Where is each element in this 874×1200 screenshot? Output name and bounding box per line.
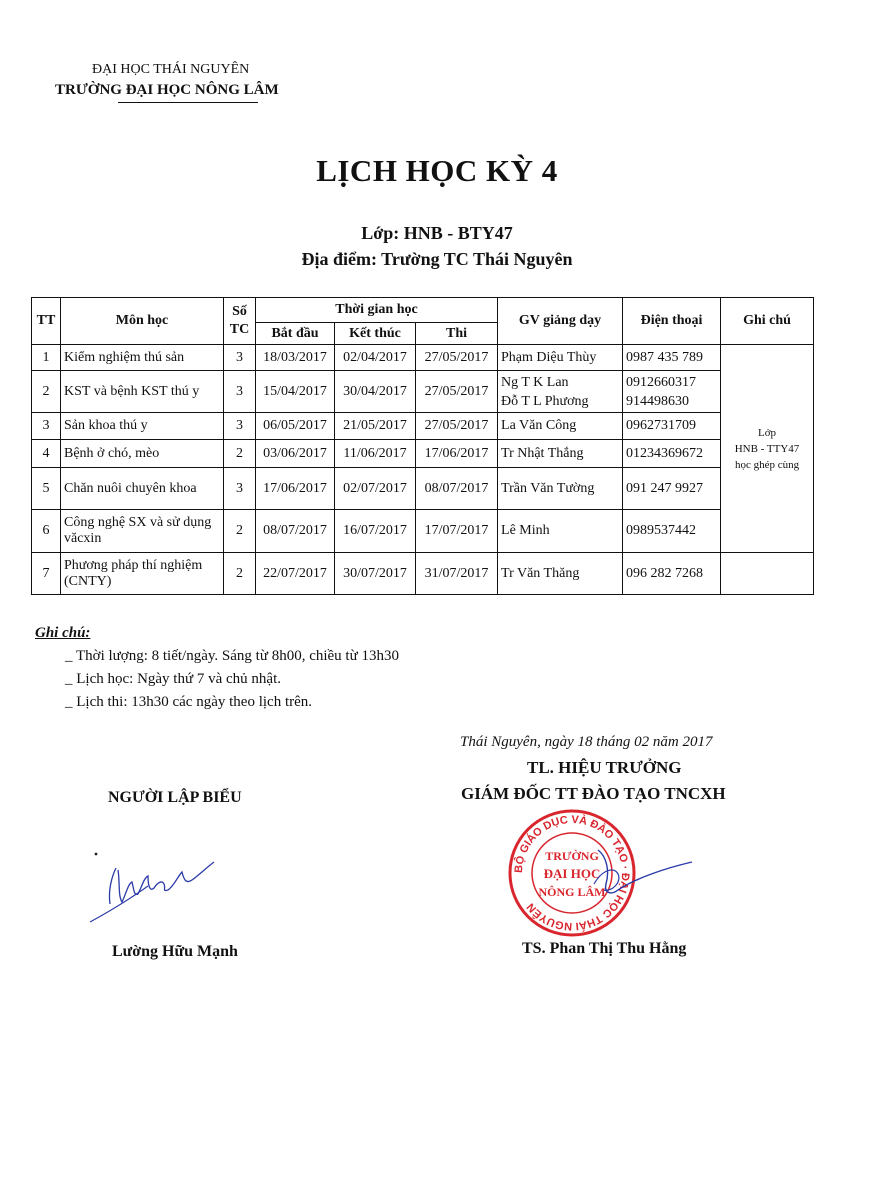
- cell-subject: Bệnh ở chó, mèo: [61, 440, 224, 468]
- cell-start: 06/05/2017: [256, 413, 335, 440]
- cell-teacher: La Văn Công: [498, 413, 623, 440]
- schedule-table: [31, 297, 814, 595]
- header-subject: Môn học: [61, 298, 224, 345]
- cell-tt: 1: [32, 345, 61, 371]
- cell-credits: 3: [224, 371, 256, 413]
- cell-exam: 27/05/2017: [416, 413, 498, 440]
- cell-credits: 2: [224, 553, 256, 595]
- note-line-3: học ghép cùng: [734, 458, 800, 471]
- header-teacher: GV giảng dạy: [498, 298, 623, 345]
- cell-end: 02/04/2017: [335, 345, 416, 371]
- header-tt: TT: [32, 298, 61, 345]
- note-line-1: Lớp: [757, 426, 777, 439]
- seal-center-line-2: ĐẠI HỌC: [543, 866, 601, 881]
- header-exam: Thi: [416, 323, 498, 345]
- preparer-title: NGƯỜI LẬP BIỂU: [108, 789, 242, 806]
- preparer-signature: [82, 846, 222, 926]
- phone-line-2: 914498630: [626, 393, 690, 409]
- table-row: [32, 413, 814, 440]
- note-line-2: HNB - TTY47: [734, 442, 800, 455]
- cell-exam: 17/06/2017: [416, 440, 498, 468]
- cell-phone: 091 247 9927: [623, 468, 721, 510]
- table-row: [32, 510, 814, 553]
- preparer-name: Lường Hữu Mạnh: [112, 943, 238, 960]
- cell-credits: 2: [224, 440, 256, 468]
- place-and-date: Thái Nguyên, ngày 18 tháng 02 năm 2017: [460, 734, 713, 750]
- seal-center-line-1: TRƯỜNG: [545, 849, 599, 863]
- cell-phone: 096 282 7268: [623, 553, 721, 595]
- cell-tt: 7: [32, 553, 61, 595]
- university-name: ĐẠI HỌC THÁI NGUYÊN: [92, 62, 250, 77]
- location-line: Địa điểm: Trường TC Thái Nguyên: [301, 249, 573, 269]
- cell-teacher: Phạm Diệu Thùy: [498, 345, 623, 371]
- cell-subject: KST và bệnh KST thú y: [61, 371, 224, 413]
- header-underline: [118, 102, 258, 103]
- cell-exam: 17/07/2017: [416, 510, 498, 553]
- header-credits: [224, 298, 256, 345]
- cell-phone: 01234369672: [623, 440, 721, 468]
- cell-tt: 3: [32, 413, 61, 440]
- cell-end: 21/05/2017: [335, 413, 416, 440]
- cell-teacher: Tr Văn Thăng: [498, 553, 623, 595]
- table-row: [32, 553, 814, 595]
- cell-exam: 27/05/2017: [416, 371, 498, 413]
- cell-end: 30/04/2017: [335, 371, 416, 413]
- cell-end: 11/06/2017: [335, 440, 416, 468]
- cell-credits: 3: [224, 413, 256, 440]
- note-item: _ Lịch học: Ngày thứ 7 và chủ nhật.: [65, 671, 281, 687]
- note-item: _ Lịch thi: 13h30 các ngày theo lịch trên.: [65, 694, 313, 710]
- seal-ring-text: BỘ GIÁO DỤC VÀ ĐÀO TẠO · ĐẠI HỌC THÁI NGUYÊN: [512, 813, 632, 933]
- cell-subject: Công nghệ SX và sử dụng văcxin: [61, 510, 224, 553]
- cell-exam: 31/07/2017: [416, 553, 498, 595]
- cell-subject: Chăn nuôi chuyên khoa: [61, 468, 224, 510]
- cell-teacher: Trần Văn Tường: [498, 468, 623, 510]
- cell-phone: 0989537442: [623, 510, 721, 553]
- cell-note-empty: [721, 553, 814, 595]
- signer-title-1: TL. HIỆU TRƯỞNG: [527, 758, 682, 777]
- cell-credits: 3: [224, 468, 256, 510]
- header-start: Bắt đầu: [256, 323, 335, 345]
- cell-phone: [623, 371, 721, 413]
- school-name: TRƯỜNG ĐẠI HỌC NÔNG LÂM: [55, 82, 279, 98]
- cell-end: 02/07/2017: [335, 468, 416, 510]
- cell-exam: 08/07/2017: [416, 468, 498, 510]
- cell-subject: Sản khoa thú y: [61, 413, 224, 440]
- cell-tt: 4: [32, 440, 61, 468]
- cell-tt: 6: [32, 510, 61, 553]
- cell-exam: 27/05/2017: [416, 345, 498, 371]
- seal-center-line-3: NÔNG LÂM: [538, 885, 606, 899]
- header-note: Ghi chú: [721, 298, 814, 345]
- cell-start: 08/07/2017: [256, 510, 335, 553]
- cell-teacher: Lê Minh: [498, 510, 623, 553]
- document-title: LỊCH HỌC KỲ 4: [316, 153, 558, 188]
- cell-start: 17/06/2017: [256, 468, 335, 510]
- signer-title-2: GIÁM ĐỐC TT ĐÀO TẠO TNCXH: [461, 784, 726, 803]
- phone-line-1: 0912660317: [626, 374, 697, 390]
- header-credits-bottom: TC: [229, 322, 250, 337]
- cell-end: 16/07/2017: [335, 510, 416, 553]
- merged-note-cell: [721, 345, 814, 553]
- teacher-line-1: Ng T K Lan: [501, 374, 569, 390]
- signer-name: TS. Phan Thị Thu Hằng: [522, 940, 687, 957]
- cell-subject: Kiểm nghiệm thú sản: [61, 345, 224, 371]
- table-row: [32, 440, 814, 468]
- table-row: [32, 345, 814, 371]
- cell-start: 22/07/2017: [256, 553, 335, 595]
- table-row: [32, 468, 814, 510]
- teacher-line-2: Đỗ T L Phương: [501, 393, 589, 409]
- cell-start: 18/03/2017: [256, 345, 335, 371]
- cell-start: 03/06/2017: [256, 440, 335, 468]
- cell-phone: 0987 435 789: [623, 345, 721, 371]
- cell-tt: 2: [32, 371, 61, 413]
- header-end: Kết thúc: [335, 323, 416, 345]
- cell-credits: 2: [224, 510, 256, 553]
- cell-end: 30/07/2017: [335, 553, 416, 595]
- cell-credits: 3: [224, 345, 256, 371]
- cell-tt: 5: [32, 468, 61, 510]
- header-credits-top: Số: [232, 304, 247, 319]
- table-row: [32, 371, 814, 413]
- school-seal: [506, 800, 696, 950]
- cell-teacher: Tr Nhật Thắng: [498, 440, 623, 468]
- cell-subject: Phương pháp thí nghiệm (CNTY): [61, 553, 224, 595]
- class-line: Lớp: HNB - BTY47: [361, 223, 513, 243]
- header-time-group: Thời gian học: [256, 298, 498, 323]
- cell-teacher: [498, 371, 623, 413]
- note-item: _ Thời lượng: 8 tiết/ngày. Sáng từ 8h00, chiều từ 13h30: [65, 648, 399, 664]
- header-phone: Điện thoại: [623, 298, 721, 345]
- cell-start: 15/04/2017: [256, 371, 335, 413]
- cell-phone: 0962731709: [623, 413, 721, 440]
- notes-heading: Ghi chú:: [35, 625, 91, 641]
